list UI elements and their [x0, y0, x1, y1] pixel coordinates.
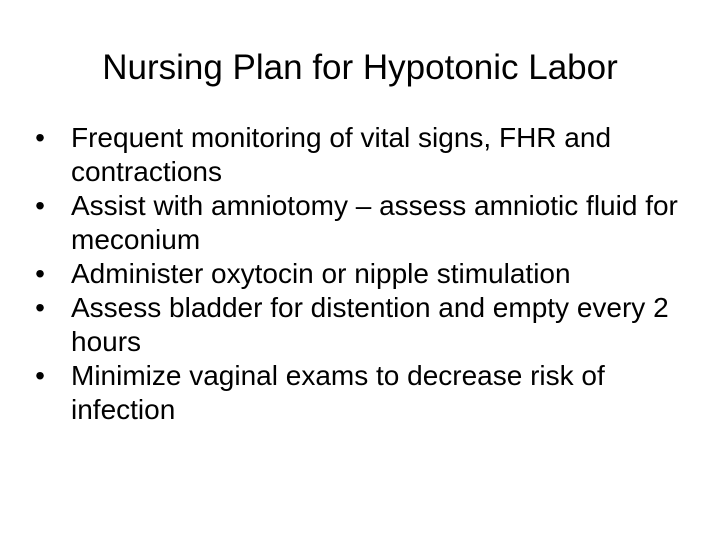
bullet-item-monitoring: • Frequent monitoring of vital signs, FHR and contractions: [30, 121, 690, 189]
bullet-item-bladder: • Assess bladder for distention and empty every 2 hours: [30, 291, 690, 359]
slide-title: Nursing Plan for Hypotonic Labor: [102, 48, 618, 87]
bullet-item-oxytocin: • Administer oxytocin or nipple stimulation: [30, 257, 690, 291]
bullet-item-vaginal-exams: • Minimize vaginal exams to decrease risk of infection: [30, 359, 690, 427]
bullet-list: [30, 121, 690, 427]
bullet-item-amniotomy: • Assist with amniotomy – assess amniotic fluid for meconium: [30, 189, 690, 257]
